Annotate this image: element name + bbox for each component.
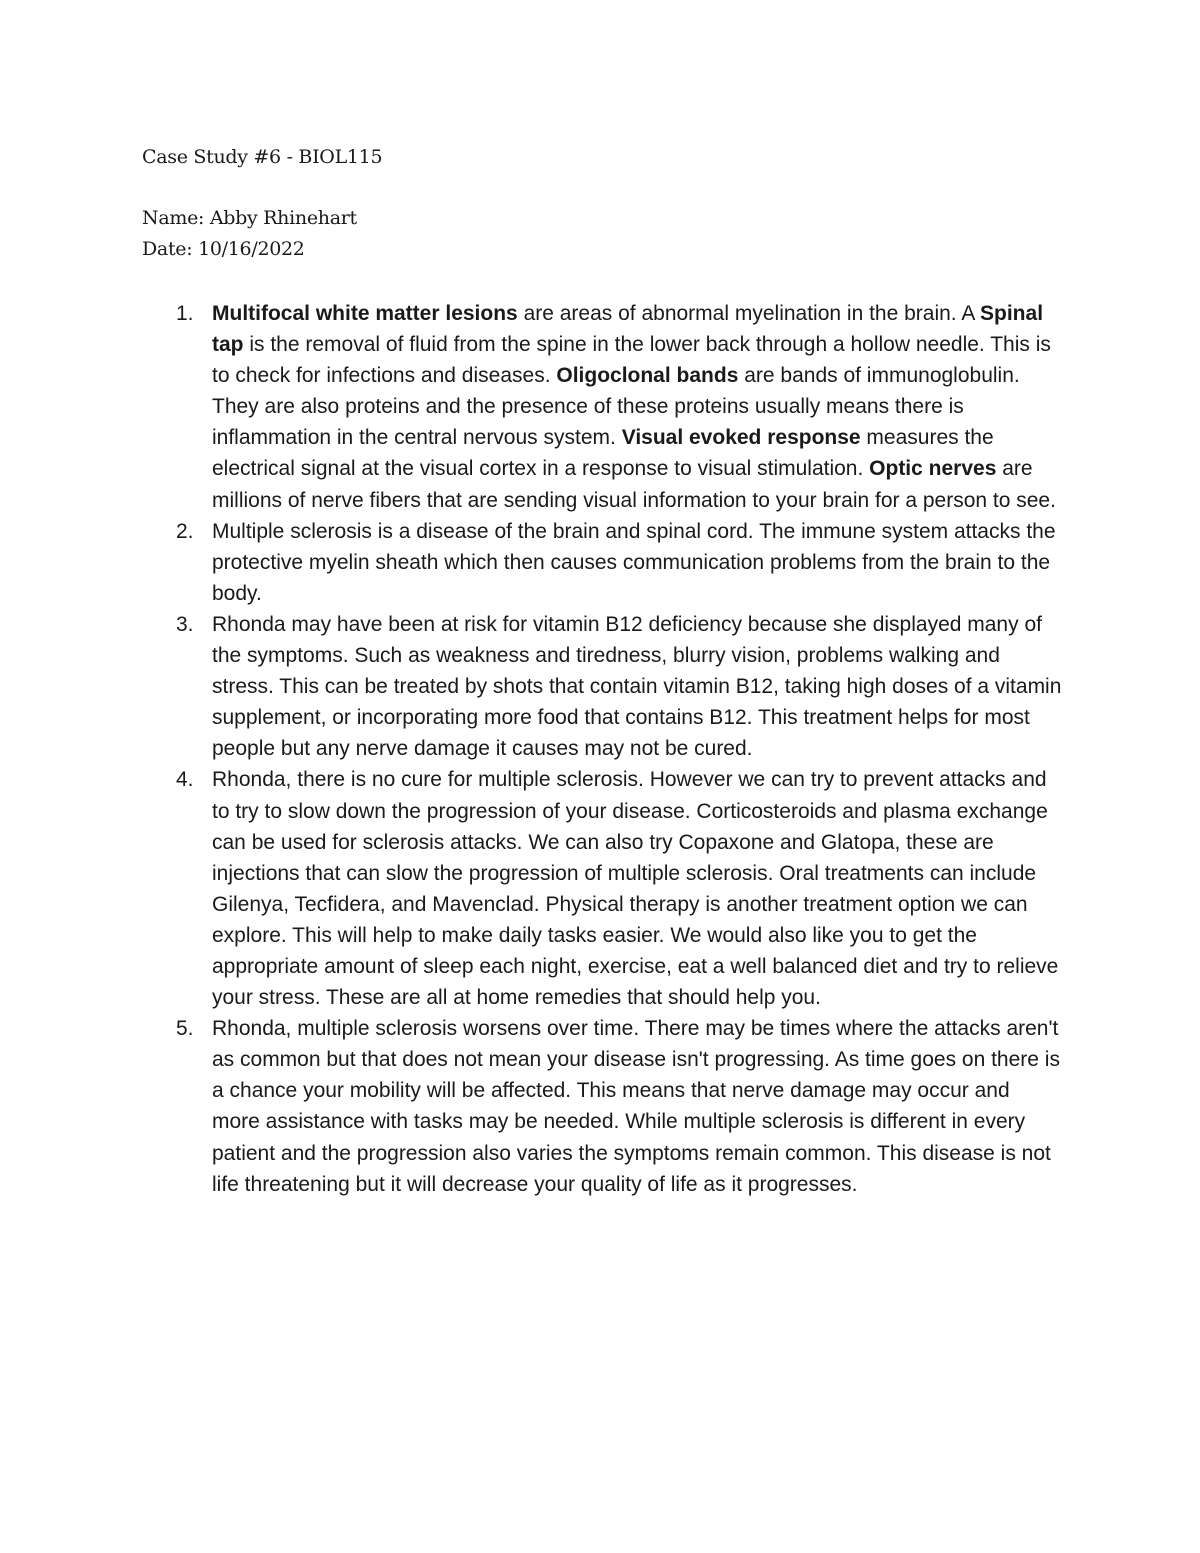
answer-number: 2. <box>176 519 194 543</box>
answer-item <box>142 609 1062 764</box>
term-multifocal-white-matter-lesions: Multifocal white matter lesions <box>212 302 518 325</box>
answer-number: 5. <box>176 1017 194 1041</box>
answer-number: 1. <box>176 302 194 325</box>
term-spinal-tap: Spinal tap <box>212 302 1044 357</box>
answer-text: Rhonda may have been at risk for vitamin B12 deficiency because she displayed many of the symptoms. Such as weakness and tiredness, blurry vision, problems walking and stress. This can be treated by shots that contain vitamin B12, taking high doses of a vitamin supplement, or incorporating more food that contains B12. This treatment helps for most people but any nerve damage it causes may not be cured. <box>212 612 1062 761</box>
answer-text: is the removal of fluid from the spine in the lower back through a hollow needle. This is to check for infections and diseases. <box>212 333 1051 388</box>
term-optic-nerves: Optic nerves <box>869 457 997 481</box>
answer-number: 4. <box>176 768 194 792</box>
answer-item <box>142 516 1062 609</box>
answer-item <box>142 764 1062 1013</box>
term-oligoclonal-bands: Oligoclonal bands <box>556 364 739 388</box>
document-title: Case Study #6 - BIOL115 <box>142 146 383 168</box>
answer-number: 3. <box>176 612 194 636</box>
answer-text: are areas of abnormal myelination in the brain. A <box>517 302 981 325</box>
answer-text: are bands of immunoglobulin. They are also proteins and the presence of these proteins usually means there is inflammation in the central nervous system. <box>212 364 1020 450</box>
answer-text: Rhonda, there is no cure for multiple sclerosis. However we can try to prevent attacks and to try to slow down the progression of your disease. Corticosteroids and plasma exchange can be used for sclerosis attacks. We can also try Copaxone and Glatopa, these are injections that can slow the progression of multiple sclerosis. Oral treatments can include Gilenya, Tecfidera, and Mavenclad. Physical therapy is another treatment option we can explore. This will help to make daily tasks easier. We would also like you to get the appropriate amount of sleep each night, exercise, eat a well balanced diet and try to relieve your stress. These are all at home remedies that should help you. <box>212 768 1059 1010</box>
answer-list <box>142 298 1062 1200</box>
answer-item <box>142 1013 1062 1200</box>
answer-text: are millions of nerve fibers that are sending visual information to your brain for a person to see. <box>212 457 1056 512</box>
answer-item <box>142 298 1062 516</box>
answer-text: Rhonda, multiple sclerosis worsens over time. There may be times where the attacks aren't as common but that does not mean your disease isn't progressing. As time goes on there is a chance your mobility will be affected. This means that nerve damage may occur and more assistance with tasks may be needed. While multiple sclerosis is different in every patient and the progression also varies the symptoms remain common. This disease is not life threatening but it will decrease your quality of life as it progresses. <box>212 1017 1060 1196</box>
answer-text: measures the electrical signal at the visual cortex in a response to visual stimulation. <box>212 426 994 481</box>
document-date: Date: 10/16/2022 <box>142 238 305 260</box>
answer-text: Multiple sclerosis is a disease of the brain and spinal cord. The immune system attacks the protective myelin sheath which then causes communication problems from the brain to the body. <box>212 519 1056 605</box>
student-name: Name: Abby Rhinehart <box>142 207 357 229</box>
term-visual-evoked-response: Visual evoked response <box>621 426 861 450</box>
